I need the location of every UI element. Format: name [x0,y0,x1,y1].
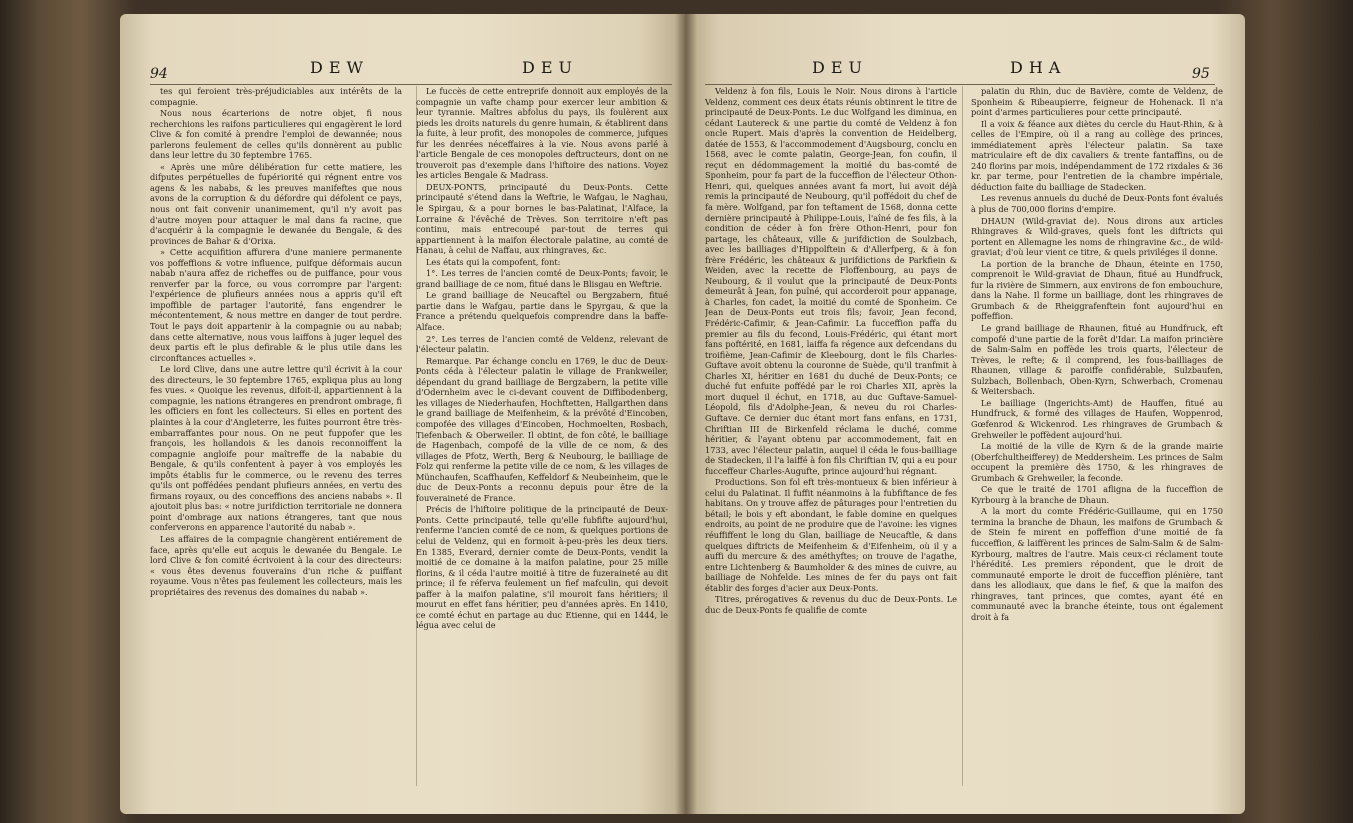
right-column-1 [705,86,957,786]
left-running-head-1: DEW [310,58,369,77]
paragraph: Précis de l'hiftoire politique de la principauté de Deux-Ponts. Cette principauté, telle qu'elle fubfifte aujourd'hui, renferme l'ancien comté de ce nom, & quelques portions de celui de Veldenz, qui en formoit à-peu-près les deux tiers. En 1385, Everard, dernier comte de Deux-Ponts, vendit la moitié de ce domaine à la maifon palatine, pour 25 mille florins, & il céda l'autre moitié à titre de fuzeraineté au dit prince; il fe réferva feulement un fief mafculin, qui devoit paffer à la maifon palatine, s'il mouroit fans héritiers; il mourut en effet fans héritier, peu d'années après. En 1410, ce comté échut en partage au duc Etienne, qui en 1444, le légua avec celui de [416,504,668,631]
paragraph: La moitié de la ville de Kyrn & de la grande mairie (Oberfchultheifferey) de Meddersheim. Les princes de Salm occupent la première dès 1750, & les rhingraves de Grumbach & Grehweiler, la feconde. [971,441,1223,483]
paragraph: A la mort du comte Frédéric-Guillaume, qui en 1750 termina la branche de Dhaun, les maifons de Grumbach & de Stein fe mirent en poffeffion d'une moitié de fa fucceffion, & laiffèrent les princes de Salm-Salm & de Salm-Kyrbourg, maîtres de l'autre. Mais ceux-ci réclament toute l'hérédité. Les premiers répondent, que le droit de communauté emporte le droit de fucceffion plénière, tant dans les allodiaux, que dans le fief, & que la maifon des rhingraves, tant princes, que comtes, ayant été en communauté avec la branche éteinte, tous ont également droit à fa [971,506,1223,622]
paragraph: Le grand bailliage de Rhaunen, fitué au Hundfruck, eft compofé d'une partie de la forêt d'Idar. La maifon princière de Salm-Salm en poffède les trois quarts, l'électeur de Trèves, le refte; & il comprend, les fous-bailliages de Rhaunen, village & paroiffe confidérable, Sulzbaufen, Sulzbach, Bollenbach, Oben-Kyrn, Schwerbach, Cromenau & Weitersbach. [971,323,1223,397]
paragraph: tes qui feroient très-préjudiciables aux intérêts de la compagnie. [150,86,402,107]
book-gutter [675,14,697,814]
left-page-columns [150,86,668,786]
paragraph: palatin du Rhin, duc de Bavière, comte de Veldenz, de Sponheim & Ribeaupierre, feigneur de Hohenack. Il n'a point d'armes particulieres pour cette principauté. [971,86,1223,118]
paragraph: Le bailliage (Ingerichts-Amt) de Hauffen, fitué au Hundfruck, & formé des villages de Haufen, Woppenrod, Gœfenrod & Wickenrod. Les rhingraves de Grumbach & Grehweiler le poffèdent aujourd'hui. [971,397,1223,440]
paragraph: Nous nous écarterions de notre objet, fi nous recherchions les raifons particulieres qui engagèrent le lord Clive & fon comité à prendre l'emploi de dewannée; nous parlerons feulement de celles qu'ils donnèrent au public dans leur lettre du 30 feptembre 1765. [150,108,402,161]
left-header-rule [150,84,672,85]
left-column-1 [150,86,402,786]
paragraph: DEUX-PONTS, principauté du Deux-Ponts. Cette principauté s'étend dans la Weftrie, le Wafgau, le Naghau, le Spirgau, & a pour bornes le bas-Palatinat, l'Alface, la Lorraine & l'évêché de Trèves. Son territoire n'eft pas continu, mais entrecoupé par-tout de terres qui appartiennent à la maifon électorale palatine, au comté de Hanau, à celui de Naffau, aux rhingraves, &c. [416,181,668,256]
paragraph: Ce que le traité de 1701 afligna de la fucceffion de Kyrbourg à la branche de Dhaun. [971,484,1223,505]
paragraph: Le grand bailliage de Neucaftel ou Bergzabern, fitué partie dans le Wafgau, partie dans le Spyrgau, & que la France a prétendu quelquefois comprendre dans la baffe-Alface. [416,290,668,333]
paragraph: Le lord Clive, dans une autre lettre qu'il écrivit à la cour des directeurs, le 30 feptembre 1765, expliqua plus au long fes vues. « Quoique les revenus, difoit-il, appartiennent à la compagnie, les nations étrangeres en prendront ombrage, fi les officiers en font les collecteurs. Si elles en portent des plaintes à la cour d'Angleterre, les fuites pourront être très-embarraffantes pour nous. On ne peut fuppofer que les françois, les hollandois & les danois reconnoiffent la compagnie angloife pour maîtreffe de la nababie du Bengale, & qu'ils confentent à payer à vos employés les impôts établis fur le commerce, ou le revenu des terres qu'ils ont poffédées pendant plufieurs années, en vertu des firmans royaux, ou des conceffions des anciens nababs ». Il ajoutoit plus bas: « notre jurifdiction territoriale ne donnera point d'ombrage aux nations étrangeres, tant que nous conferverons en apparence l'autorité du nabab ». [150,364,402,533]
paragraph: La portion de la branche de Dhaun, éteinte en 1750, comprenoit le Wild-graviat de Dhaun, fitué au Hundfruck, fur la rivière de Simmern, aux environs de fon embouchure, dans la Nahe. Il forme un bailliage, dont les rhingraves de Grumbach & de Rheiggrafenftein font aujourd'hui en poffeffion. [971,258,1223,322]
left-column-2 [416,86,668,786]
paragraph: Veldenz à fon fils, Louis le Noir. Nous dirons à l'article Veldenz, comment ces deux états réunis obtinrent le titre de principauté de Deux-Ponts. Le duc Wolfgand les diminua, en cédant Lautereck & une partie du comté de Veldenz à fon oncle Rupert. Mais d'après la convention de Heidelberg, datée de 1553, & l'accommodement d'Augsbourg, conclu en 1568, avec le comte palatin, George-Jean, fon coufin, il reçut en dédommagement la moitié du bas-comté de Sponheim, pour fa part de la fucceffion de l'électeur Othon-Henri, qui, quelques années avant fa mort, lui avoit déjà remis la principauté de Neubourg, qu'il poffédoit du chef de fa mère. Wolfgand, par fon teftament de 1568, donna cette dernière principauté à Philippe-Louis, l'aîné de fes fils, à la condition de céder à fon frère Othon-Henri, pour fon partage, les châteaux, ville & jurifdiction de Soulzbach, avec les bailliages d'Hippolftein & d'Allerfperg, & à fon frère Frédéric, les châteaux & jurifdictions de Parkfiein & Weiden, avec la recette de Floffenbourg, au pays de Neubourg, & il voulut que la principauté de Deux-Ponts demeurât à Jean, fon puîné, qui accorderoit pour appanage, à Charles, fon cadet, la moitié du comté de Sponheim. Ce Jean de Deux-Ponts eut trois fils; favoir, Jean fecond, Frédéric-Cafimir, & Jean-Cafimir. La fucceffion paffa du premier au fils du fecond, Louis-Frédéric, qui étant mort fans poftérité, en 1681, laiffa fa régence aux defcendans du troifième, Jean-Cafimir de Kleebourg, dont le fils Charles-Guftave avoit obtenu la couronne de Suède, qu'il tranfmit à Charles XI, héritier en 1681 du duché de Deux-Ponts; ce duché fut enfuite poffédé par le roi Charles XII, après la mort duquel il échut, en 1718, au duc Guftave-Samuel-Léopold, fils d'Adolphe-Jean, & neveu du roi Charles-Guftave. Ce dernier duc étant mort fans enfans, en 1731, Chriftian III de Birkenfeld réclama le duché, comme héritier, & l'ayant obtenu par accommodement, fait en 1733, avec l'électeur palatin, auquel il céda le fous-bailliage de Stadecken, il l'a laiffé à fon fils Chriftian IV, qui a eu pour fucceffeur Charles-Augufte, prince aujourd'hui régnant. [705,86,957,476]
left-page-number: 94 [150,66,168,82]
paragraph: Remarque. Par échange conclu en 1769, le duc de Deux-Ponts céda à l'électeur palatin le village de Frankweiler, dépendant du grand bailliage de Bergzabern, la petite ville d'Odernheim avec le ci-devant couvent de Diffibodenberg, les villages de Niederhaufen, Hochftetten, Hallgarthen dans le grand bailliage de Meifenheim, & la prévôté d'Eincoben, compofée des villages d'Eincoben, Hochmoelten, Rosbach, Tiefenbach & Oberweiler. Il obtint, de fon côté, le bailliage de Hagenbach, compofé de la ville de ce nom, & des villages de Pfotz, Werth, Berg & Neubourg, le bailliage de Folz qui renferme la petite ville de ce nom, & les villages de Münchaufen, Scaffhaufen, Keffeldorf & Neubeinheim, que le duc de Deux-Ponts a reconnu depuis pour être de la fouveraineté de France. [416,355,668,503]
paragraph: 2°. Les terres de l'ancien comté de Veldenz, relevant de l'électeur palatin. [416,333,668,355]
right-running-head-1: DEU [812,58,868,77]
left-running-head-2: DEU [522,58,578,77]
paragraph: Les affaires de la compagnie changèrent entiérement de face, après qu'elle eut acquis le dewanée du Bengale. Le lord Clive & fon comité écrivoient à la cour des directeurs: « vous êtes devenus fouverains d'un riche & puiffant royaume. Vous n'êtes pas feulement les collecteurs, mais les propriétaires des revenus des domaines du nabab ». [150,533,402,597]
paragraph: DHAUN (Wild-graviat de). Nous dirons aux articles Rhingraves & Wild-graves, quels font les diftricts qui portent en Allemagne les noms de rhingravine &c., de wild-graviat; d'où leur vient ce titre, & quels priviléges il donne. [971,215,1223,258]
paragraph: Productions. Son fol eft très-montueux & bien inférieur à celui du Palatinat. Il fuffit néanmoins à la fubfiftance de fes habitans. On y trouve affez de pâturages pour l'entretien du bétail; le bois y eft abondant, le fable domine en quelques endroits, au point de ne produire que de l'avoine: les vignes réuffiffent le long du Glan, bailliage de Neucaftle, & dans quelques diftricts de Meifenheim & d'Eifenheim, où il y a auffi du mercure & des améthyftes; on trouve de l'agathe, entre Lichtenberg & Baumholder & des mines de cuivre, au bailliage de Nohfelde. Les mines de fer du pays ont fait établir des forges d'acier aux Deux-Ponts. [705,477,957,593]
paragraph: Titres, prérogatives & revenus du duc de Deux-Ponts. Le duc de Deux-Ponts fe qualifie de comte [705,594,957,615]
right-header-rule [705,84,1215,85]
paragraph: Les états qui la compofent, font: [426,256,561,267]
paragraph: Le fuccès de cette entreprife donnoit aux employés de la compagnie un vafte champ pour exercer leur ambition & leur tyrannie. Maîtres abfolus du pays, ils foulèrent aux pieds les droits naturels du genre humain, & établirent dans la fuite, à leur profit, des monopoles de commerce, jufques fur les denrées néceffaires à la vie. Nous avons parlé à l'article Bengale de ces monopoles deftructeurs, dont on ne trouveroit pas d'exemple dans l'hiftoire des nations. Voyez les articles Bengale & Madrass. [416,86,668,181]
paragraph: 1°. Les terres de l'ancien comté de Deux-Ponts; favoir, le grand bailliage de ce nom, fitué dans le Blisgau en Weftrie. [416,268,668,289]
paragraph: » Cette acquifition affurera d'une maniere permanente vos poffeffions & votre influence, puifque déformais aucun nabab n'aura affez de richeffes ou de puiffance, pour vous renverfer par la force, ou vous corrompre par l'argent: l'expérience de plufieurs années nous a appris qu'il eft impoffible de partager l'autorité, fans engendrer le mécontentement, & nous mettre en danger de tout perdre. Tout le pays doit appartenir à la compagnie ou au nabab; dans cette alternative, nous vous laiffons à juger lequel des deux partis eft le plus defirable & le plus utile dans les circonftances actuelles ». [150,247,402,363]
right-page-number: 95 [1192,66,1210,82]
right-column-2 [971,86,1223,786]
paragraph: Les revenus annuels du duché de Deux-Ponts font évalués à plus de 700,000 florins d'empire. [971,193,1223,215]
right-running-head-2: DHA [1010,58,1067,77]
paragraph: Il a voix & féance aux diètes du cercle du Haut-Rhin, & à celles de l'Empire, où il a rang au collège des princes, immédiatement après l'électeur palatin. Sa taxe matriculaire eft de dix cavaliers & trente fantaffins, ou de 240 florins par mois, indépendamment de 172 rixdales & 36 kr. par terme, pour l'entretien de la chambre impériale, déduction faite du bailliage de Stadecken. [971,118,1223,192]
right-page-columns [705,86,1223,786]
paragraph: « Après une mûre délibération fur cette matiere, les difputes perpétuelles de fupériorité qui régnent entre vos agens & les nababs, & les preuves manifeftes que nous avons de la corruption & du défordre qui défolent ce pays, nous ont fait convenir unanimement, qu'il n'y avoit pas d'autre moyen pour attaquer le mal dans fa racine, que d'acquérir à la compagnie le dewanée du Bengale, & des provinces de Bahar & d'Orixa. [150,161,402,246]
